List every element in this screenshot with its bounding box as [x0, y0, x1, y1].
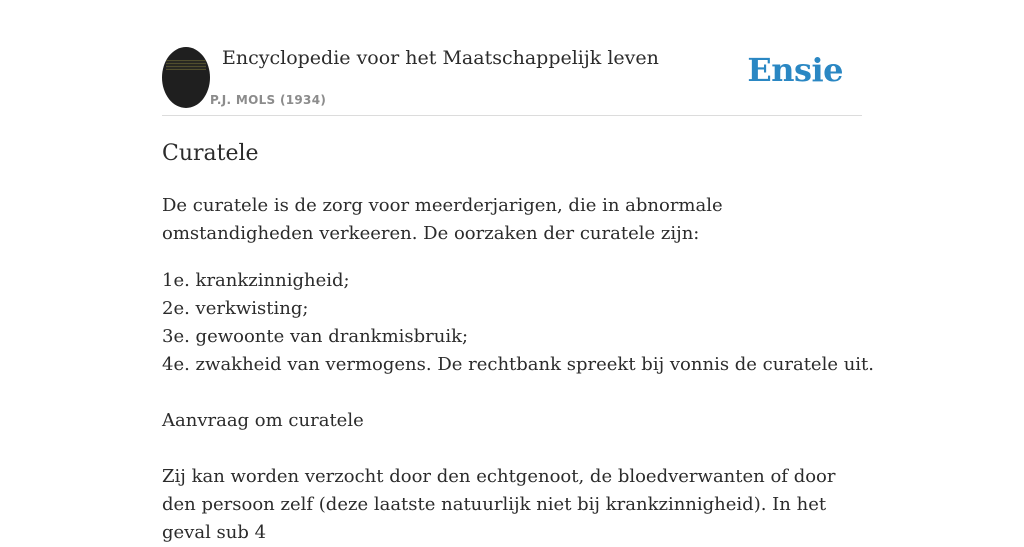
list-item: 2e. verkwisting; — [162, 298, 309, 319]
book-cover-thumbnail[interactable] — [162, 47, 210, 108]
article — [162, 138, 875, 543]
list-item: 4e. zwakheid van vermogens. De rechtbank spreekt bij vonnis de curatele uit. — [162, 354, 875, 375]
book-title[interactable]: Encyclopedie voor het Maatschappelijk leven — [222, 47, 659, 69]
cover-title-band — [166, 60, 206, 70]
section-subheading: Aanvraag om curatele — [162, 410, 364, 431]
list-item: 1e. krankzinnigheid; — [162, 270, 350, 291]
intro-paragraph: De curatele is de zorg voor meerderjarigen, die in abnormale omstandigheden verkeeren. De oorzaken der curatele zijn: — [162, 195, 723, 244]
author-label[interactable]: P.J. MOLS (1934) — [210, 93, 327, 107]
ensie-logo[interactable]: Ensie — [747, 51, 843, 89]
causes-list — [162, 267, 875, 379]
request-paragraph: Zij kan worden verzocht door den echtgenoot, de bloedverwanten of door den persoon zelf (deze laatste natuurlijk niet bij krankzinnigheid). In het geval sub 4 — [162, 466, 836, 543]
list-item: 3e. gewoonte van drankmisbruik; — [162, 326, 469, 347]
article-title: Curatele — [162, 141, 259, 166]
header — [162, 46, 862, 116]
